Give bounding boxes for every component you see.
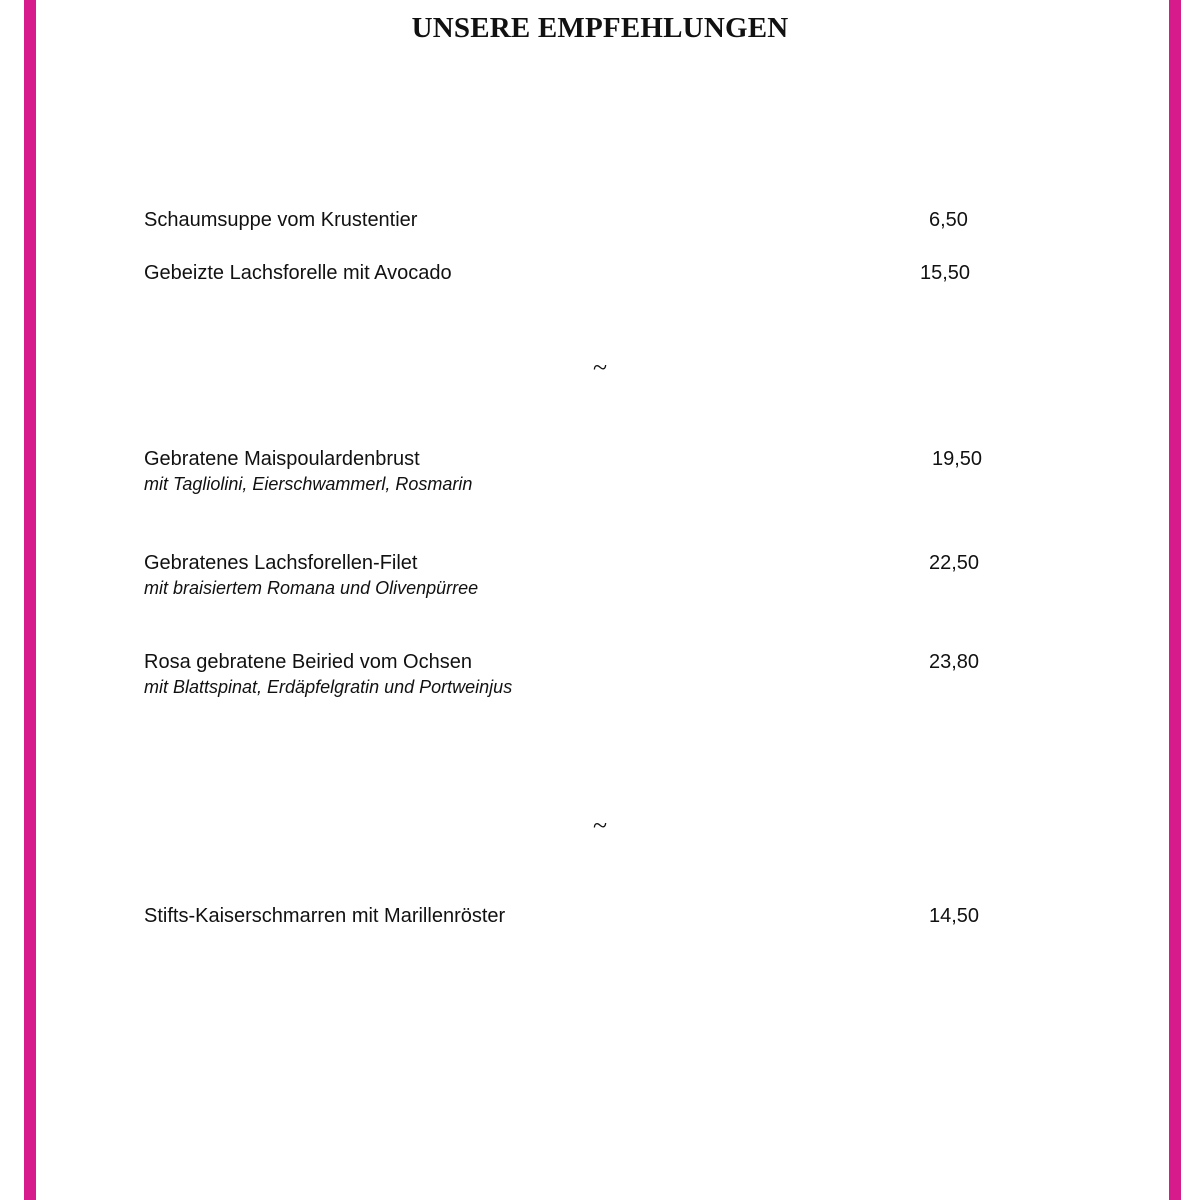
menu-item-price: 14,50 (929, 905, 980, 927)
page-border-right (1169, 0, 1181, 1200)
menu-item-starter-1 (144, 207, 1004, 233)
menu-item-description: mit braisiertem Romana und Olivenpürree (144, 578, 479, 598)
menu-item-description: mit Tagliolini, Eierschwammerl, Rosmarin (144, 474, 473, 494)
menu-item-price: 23,80 (929, 651, 980, 673)
menu-item-name: Rosa gebratene Beiried vom Ochsen (144, 651, 472, 673)
menu-item-main-3 (144, 649, 1004, 699)
menu-item-name: Schaumsuppe vom Krustentier (144, 209, 418, 231)
menu-item-name: Stifts-Kaiserschmarren mit Marillenröster (144, 905, 506, 927)
menu-item-price: 6,50 (929, 209, 968, 231)
page-border-left (24, 0, 36, 1200)
menu-item-main-2 (144, 550, 1004, 600)
section-separator: ~ (592, 811, 608, 840)
menu-item-price: 22,50 (929, 552, 980, 574)
menu-item-name: Gebeizte Lachsforelle mit Avocado (144, 262, 452, 284)
menu-title: UNSERE EMPFEHLUNGEN (411, 12, 789, 44)
menu-item-name: Gebratenes Lachsforellen-Filet (144, 552, 418, 574)
menu-item-price: 19,50 (932, 448, 983, 470)
menu-item-price: 15,50 (920, 262, 971, 284)
menu-item-main-1 (144, 446, 1004, 496)
menu-item-starter-2 (144, 260, 1004, 286)
section-separator: ~ (592, 353, 608, 382)
menu-item-dessert-1 (144, 903, 1004, 929)
menu-item-description: mit Blattspinat, Erdäpfelgratin und Portweinjus (144, 677, 513, 697)
menu-item-name: Gebratene Maispoulardenbrust (144, 448, 420, 470)
